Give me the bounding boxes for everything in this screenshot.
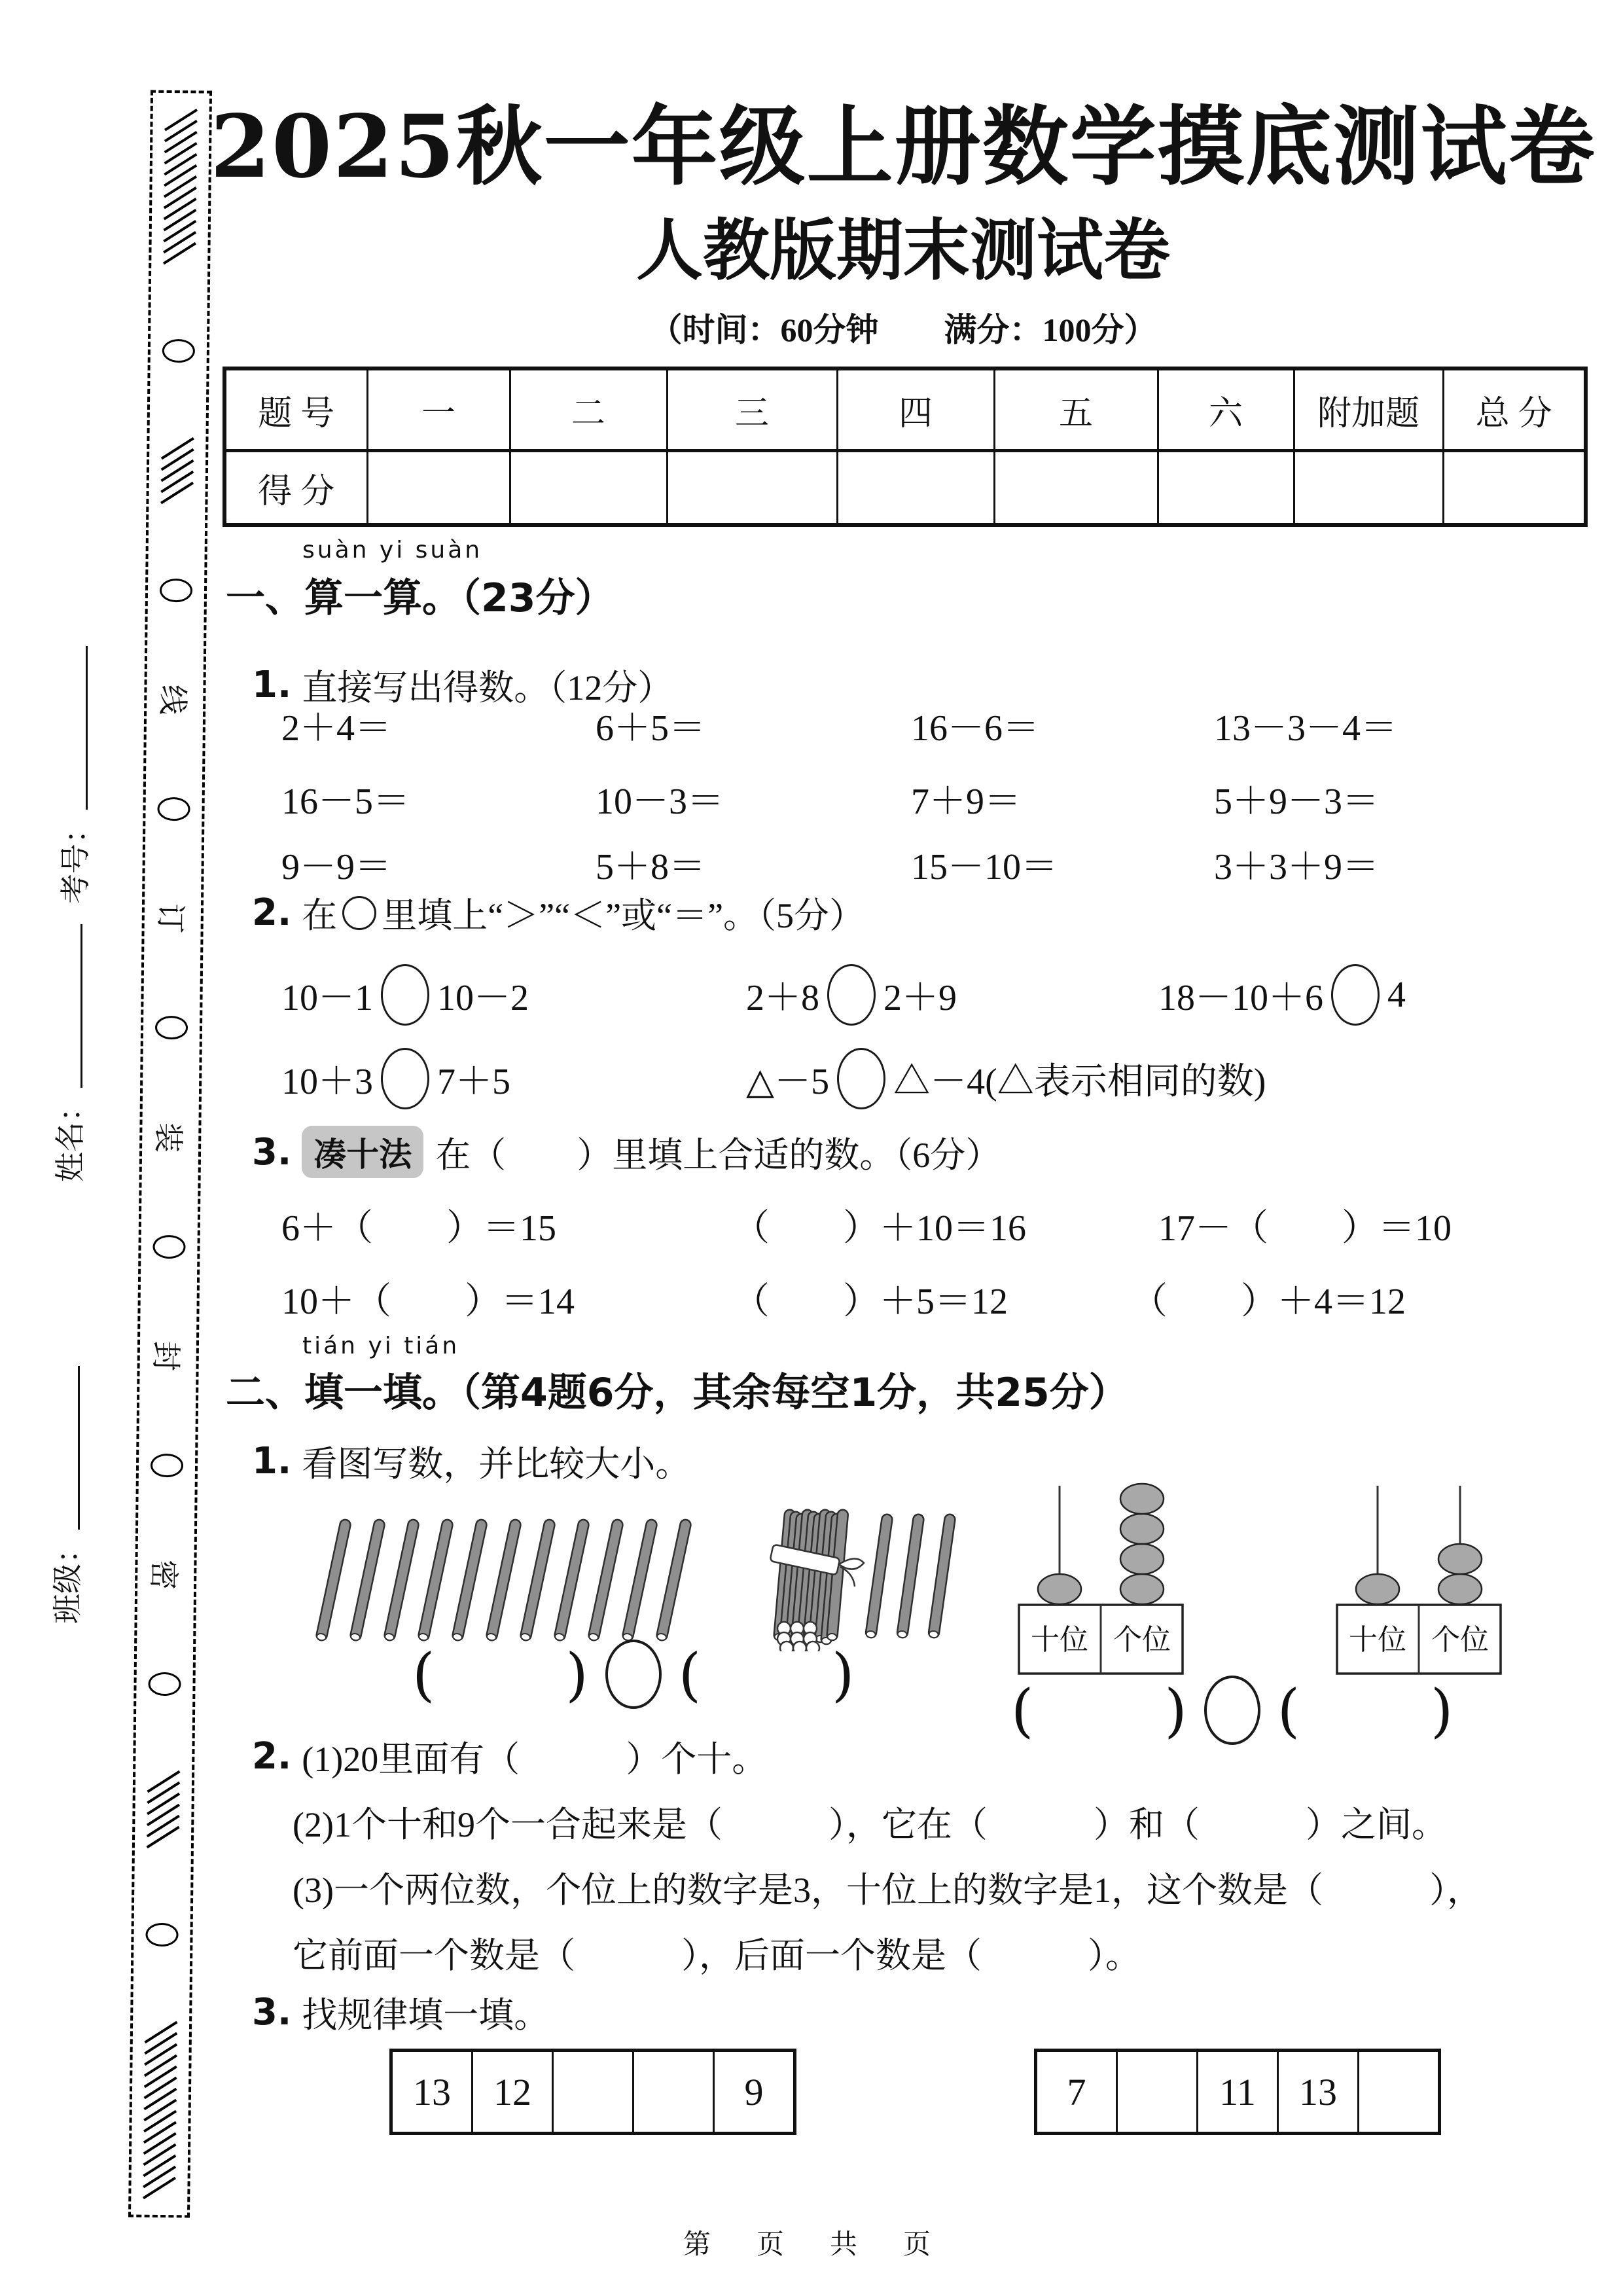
binding-char: 封 — [148, 1340, 185, 1371]
sequence-cell: 13 — [1278, 2051, 1359, 2134]
class-field — [44, 1349, 87, 1624]
sequence-cell: 12 — [473, 2051, 553, 2134]
score-header-cell: 总 分 — [1443, 368, 1586, 451]
paren-open: ( — [412, 1640, 435, 1708]
binding-char: 装 — [151, 1122, 187, 1153]
question-text: (1)20里面有（ ）个十。 — [302, 1740, 768, 1779]
question-text: 看图写数，并比较大小。 — [302, 1444, 691, 1484]
tens-beads — [1038, 1574, 1081, 1604]
ones-label: 个位 — [1113, 1624, 1171, 1656]
binding-circle — [160, 579, 192, 603]
section-one-heading — [226, 567, 615, 623]
comparison-item — [281, 956, 529, 1034]
math-problem: 5＋9－3＝ — [1214, 781, 1379, 822]
sequence-cell: 13 — [391, 2051, 473, 2134]
hatch-run — [160, 110, 200, 264]
binding-char: 密 — [146, 1559, 182, 1590]
math-problem: 13－3－4＝ — [1214, 708, 1397, 749]
binding-circle — [155, 1016, 188, 1040]
section-two-heading — [226, 1361, 1128, 1418]
comparison-right: 2＋9 — [883, 978, 957, 1018]
paren-open: ( — [678, 1640, 702, 1708]
question-text: (2)1个十和9个一合起来是（ ），它在（ ）和（ ）之间。 — [293, 1805, 1447, 1844]
section-two-title: 填一填 — [304, 1370, 422, 1416]
comparison-left: 2＋8 — [746, 978, 819, 1018]
question-1-2 — [252, 888, 865, 938]
comparison-left: 10＋3 — [281, 1062, 373, 1102]
page-footer: 第 页 共 页 — [683, 2230, 940, 2260]
question-text: 在 — [302, 896, 338, 935]
fill-blank-equation: （ ）＋4＝12 — [1131, 1282, 1406, 1322]
number-sequence-table-1 — [389, 2049, 796, 2135]
math-problem: 16－6＝ — [911, 708, 1039, 749]
paren-close: ) — [832, 1640, 855, 1708]
question-number: 1. — [252, 1440, 292, 1482]
place-value-chart-2 — [1334, 1480, 1504, 1677]
score-cell — [1158, 451, 1294, 526]
section-two-number: 二、 — [226, 1370, 304, 1416]
section-two-pinyin: tián yi tián — [302, 1333, 460, 1359]
comparison-item — [1158, 956, 1406, 1034]
math-problem: 6＋5＝ — [596, 708, 705, 749]
math-problem: 7＋9＝ — [911, 781, 1021, 822]
paren-close: ) — [565, 1640, 588, 1708]
math-problem: 9－9＝ — [281, 847, 391, 888]
section-one-points: 。（23分） — [422, 575, 615, 621]
question-2-2-line4 — [293, 1928, 1141, 1978]
section-one-title: 算一算 — [304, 575, 422, 621]
binding-strip — [128, 90, 212, 2218]
hatch-run — [144, 1772, 183, 1848]
hatch-run — [158, 439, 196, 503]
math-problem: 5＋8＝ — [596, 847, 705, 888]
score-header-cell: 二 — [510, 368, 667, 451]
paren-close: ) — [1164, 1676, 1187, 1744]
fill-blank-equation: （ ）＋10＝16 — [733, 1208, 1026, 1249]
place-value-chart-1 — [1016, 1480, 1186, 1677]
score-cell — [837, 451, 994, 526]
score-cell — [1294, 451, 1443, 526]
math-problem-row — [281, 699, 1597, 749]
fill-blank-equation: 6＋（ ）＝15 — [281, 1208, 556, 1249]
question-text: 里填上“＞”“＜”或“＝”。（5分） — [382, 896, 865, 935]
sequence-cell: 7 — [1036, 2051, 1117, 2134]
score-header-cell: 三 — [667, 368, 837, 451]
sequence-cell: 9 — [714, 2051, 795, 2134]
binding-circle — [148, 1672, 181, 1696]
binding-circle — [157, 797, 190, 821]
question-2-3 — [252, 1987, 549, 2037]
score-table-score-row — [224, 451, 1586, 526]
comparison-left: 18－10＋6 — [1158, 978, 1323, 1018]
question-text: 它前面一个数是（ ），后面一个数是（ ）。 — [293, 1936, 1141, 1975]
exam-info: （时间：60分钟 满分：100分） — [649, 312, 1157, 348]
comparison-item — [746, 956, 957, 1034]
page-title: 2025秋一年级上册数学摸底测试卷 — [210, 96, 1596, 198]
comparison-left: △－5 — [746, 1062, 830, 1102]
paren-open: ( — [1277, 1676, 1300, 1744]
comparison-right: △－4(△表示相同的数) — [893, 1062, 1266, 1102]
score-header-cell: 四 — [837, 368, 994, 451]
score-table-header-row — [224, 368, 1586, 451]
math-problem-row — [281, 772, 1597, 822]
math-problem: 2＋4＝ — [281, 708, 391, 749]
page-subtitle: 人教版期末测试卷 — [636, 211, 1170, 290]
sequence-cell — [553, 2051, 633, 2134]
question-2-1 — [252, 1436, 690, 1486]
score-cell — [1443, 451, 1586, 526]
question-2-2-line3 — [293, 1862, 1482, 1912]
comparison-right: 10－2 — [437, 978, 529, 1018]
paren-open: ( — [1011, 1676, 1034, 1744]
score-header-cell: 附加题 — [1294, 368, 1443, 451]
compare-circle — [381, 964, 429, 1026]
ones-beads — [1120, 1484, 1164, 1604]
fill-blank-equation: 10＋（ ）＝14 — [281, 1282, 575, 1322]
fill-blank-equation: （ ）＋5＝12 — [733, 1282, 1008, 1322]
math-problem-row — [281, 838, 1597, 888]
ones-label: 个位 — [1431, 1624, 1489, 1656]
score-cell — [510, 451, 667, 526]
comparison-left: 10－1 — [281, 978, 373, 1018]
question-number: 3. — [252, 1130, 292, 1174]
comparison-item — [281, 1039, 510, 1118]
question-number: 2. — [252, 1735, 292, 1778]
score-row-label: 得 分 — [224, 451, 367, 526]
binding-circle — [152, 1234, 185, 1259]
loose-sticks-group — [315, 1518, 692, 1641]
compare-circle — [1204, 1676, 1260, 1745]
question-text: 找规律填一填。 — [302, 1996, 550, 2035]
compare-circle — [605, 1640, 662, 1709]
exam-number-label: 考号： — [59, 814, 92, 904]
loose-sticks-group — [865, 1514, 955, 1638]
number-sequence-table-2 — [1034, 2049, 1441, 2135]
answer-circle-small — [342, 896, 376, 930]
section-two-points: 。（第4题6分，其余每空1分，共25分） — [422, 1370, 1128, 1416]
question-text: 直接写出得数。（12分） — [302, 668, 673, 708]
exam-number-blank — [60, 646, 88, 810]
comparison-item — [746, 1039, 1266, 1118]
section-one-number: 一、 — [226, 575, 304, 621]
tens-beads — [1356, 1574, 1399, 1604]
question-number: 2. — [252, 891, 292, 934]
math-problem: 3＋3＋9＝ — [1214, 847, 1379, 888]
binding-circle — [151, 1453, 183, 1477]
math-problem: 10－3＝ — [596, 781, 724, 822]
name-label: 姓名： — [54, 1092, 87, 1182]
sequence-cell: 11 — [1198, 2051, 1278, 2134]
compare-circle — [1331, 964, 1380, 1026]
method-badge: 凑十法 — [302, 1126, 423, 1178]
tens-label: 十位 — [1349, 1624, 1406, 1656]
binding-circle — [145, 1923, 178, 1947]
question-text: (3)一个两位数，个位上的数字是3，十位上的数字是1，这个数是（ ）， — [293, 1871, 1482, 1910]
ones-beads — [1438, 1544, 1482, 1604]
score-header-cell: 题 号 — [224, 368, 367, 451]
section-one-pinyin: suàn yi suàn — [302, 537, 483, 564]
sequence-cell — [1117, 2051, 1198, 2134]
question-1-3 — [252, 1126, 1001, 1178]
hatch-run — [140, 2022, 180, 2198]
score-header-cell: 一 — [367, 368, 510, 451]
exam-number-field — [52, 629, 95, 904]
question-2-2-line2 — [293, 1797, 1447, 1847]
score-cell — [667, 451, 837, 526]
question-2-2 — [252, 1731, 767, 1782]
abacus-answer-line — [1011, 1676, 1453, 1745]
question-text: 在（ ）里填上合适的数。（6分） — [435, 1135, 1001, 1175]
class-label: 班级： — [51, 1534, 84, 1624]
question-number: 1. — [252, 664, 292, 706]
math-problem: 15－10＝ — [911, 847, 1058, 888]
sequence-cell — [1359, 2051, 1440, 2134]
compare-circle — [381, 1048, 429, 1109]
binding-circle — [162, 339, 195, 363]
score-table — [223, 367, 1588, 527]
paren-close: ) — [1431, 1676, 1454, 1744]
score-header-cell: 五 — [994, 368, 1158, 451]
name-field — [46, 907, 90, 1182]
fill-blank-equation: 17－（ ）＝10 — [1158, 1208, 1452, 1249]
score-cell — [994, 451, 1158, 526]
question-number: 3. — [252, 1991, 292, 2034]
binding-char: 订 — [152, 903, 189, 934]
math-problem: 16－5＝ — [281, 781, 410, 822]
counting-sticks-figure — [294, 1491, 988, 1651]
score-cell — [367, 451, 510, 526]
binding-char: 线 — [155, 685, 191, 715]
tens-label: 十位 — [1031, 1624, 1088, 1656]
sticks-answer-line — [412, 1640, 854, 1709]
comparison-right: 4 — [1387, 975, 1406, 1015]
name-blank — [54, 924, 82, 1088]
compare-circle — [827, 964, 876, 1026]
score-header-cell: 六 — [1158, 368, 1294, 451]
compare-circle — [837, 1048, 885, 1109]
class-blank — [52, 1366, 80, 1530]
comparison-right: 7＋5 — [437, 1062, 510, 1102]
sequence-cell — [633, 2051, 714, 2134]
